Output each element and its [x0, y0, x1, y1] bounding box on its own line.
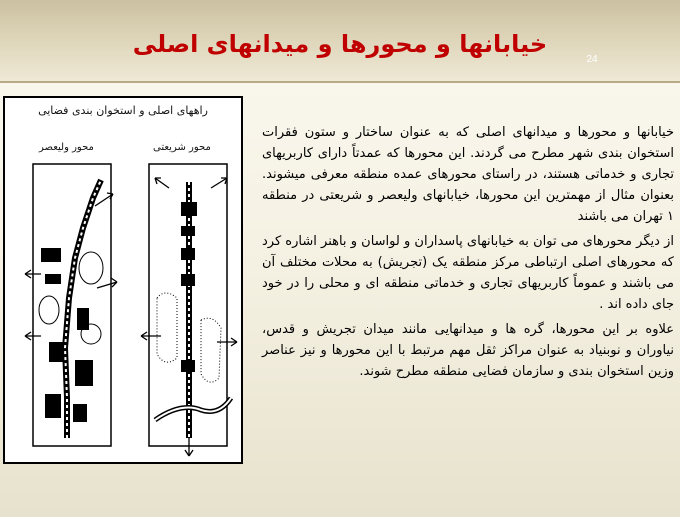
map-figure — [3, 96, 243, 464]
bullet-paragraph — [262, 231, 674, 315]
paragraph-text: خیابانها و محورها و میدانهای اصلی که به عنوان ساختار و ستون فقرات استخوان بندی شهر مطرح می گردند. این محورها که عمدتاً دارای کاربریهای تجاری و خدماتی هستند، در راستای محورهای عمده منطقه معرفی میشوند. بعنوان مثال از مهمترین این محورها، خیابانهای ولیعصر و شریعتی در منطقه ۱ تهران می باشند — [262, 125, 674, 224]
right-axis-label: محور شریعتی — [153, 142, 211, 153]
header-divider — [0, 81, 680, 83]
paragraph-text: از دیگر محورهای می توان به خیابانهای پاسداران و لواسان و باهنر اشاره کرد که محورهای اصلی ارتباطی مرکز منطقه یک (تجریش) به محلات مختلف آن می باشند و عموماً کاربریهای تجاری و خدماتی منطقه ای و محلی را در خود جای داده اند . — [262, 234, 674, 312]
figure-title: راههای اصلی و استخوان بندی فضایی — [38, 104, 208, 117]
body-text — [262, 122, 674, 386]
bullet-paragraph — [262, 319, 674, 382]
slide-title: خیابانها و محورها و میدانهای اصلی — [132, 30, 548, 58]
paragraph — [262, 122, 674, 227]
slide-number: 24 — [586, 54, 598, 65]
left-axis-label: محور ولیعصر — [39, 142, 94, 153]
paragraph-text: علاوه بر این محورها، گره ها و میدانهایی مانند میدان تجریش و قدس، نیاوران و نوبنیاد به عنوان مراکز ثقل مهم مرتبط با این محورها و نیز عناصر وزین استخوان بندی و سازمان فضایی منطقه مطرح شوند. — [262, 322, 674, 379]
